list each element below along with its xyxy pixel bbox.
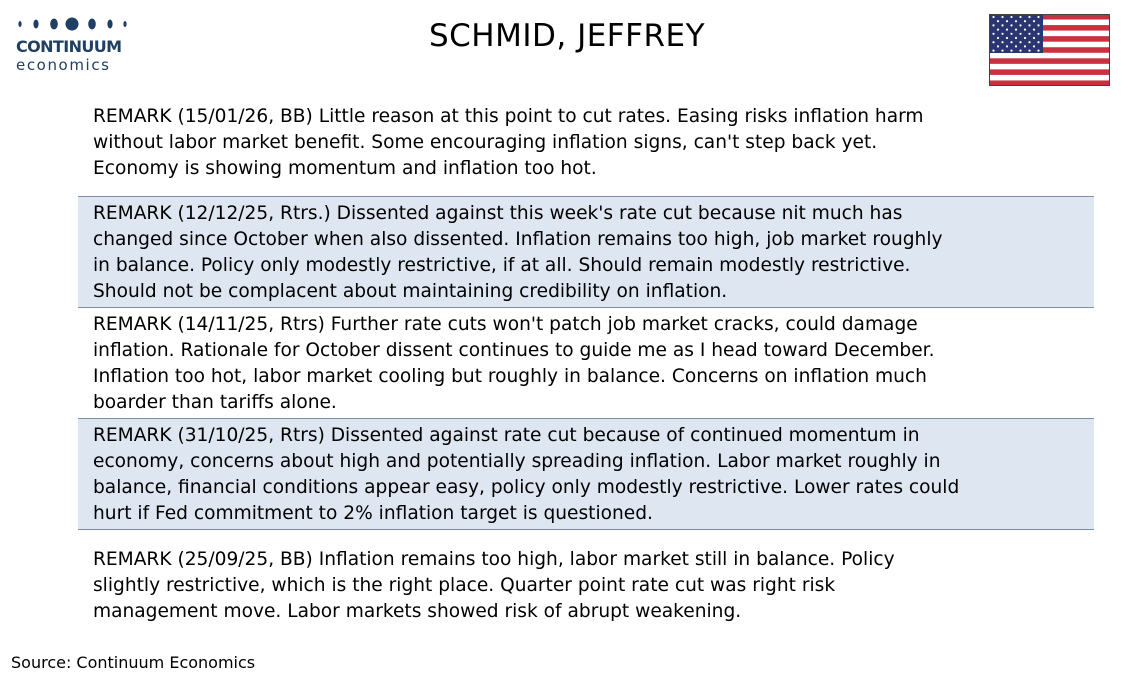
remark-line: Inflation too hot, labor market cooling but roughly in balance. Concerns on inflation much (93, 366, 927, 387)
remark-item (78, 197, 1094, 308)
us-flag-icon (989, 14, 1110, 86)
remark-line: boarder than tariffs alone. (93, 392, 337, 413)
remark-line: balance, financial conditions appear easy, policy only modestly restrictive. Lower rates could (93, 477, 960, 498)
remark-line: hurt if Fed commitment to 2% inflation target is questioned. (93, 503, 653, 524)
remark-item (78, 530, 1094, 626)
remark-item (78, 97, 1094, 197)
source-note: Source: Continuum Economics (11, 653, 256, 672)
remark-line: management move. Labor markets showed risk of abrupt weakening. (93, 601, 742, 622)
remarks-list (78, 97, 1094, 626)
remark-line: without labor market benefit. Some encouraging inflation signs, can't step back yet. (93, 132, 878, 153)
remark-line: REMARK (12/12/25, Rtrs.) Dissented against this week's rate cut because nit much has (93, 203, 903, 224)
remark-item (78, 308, 1094, 419)
logo-subtitle: economics (16, 56, 111, 74)
remark-line: in balance. Policy only modestly restrictive, if at all. Should remain modestly restrictive. (93, 255, 911, 276)
remark-line: economy, concerns about high and potentially spreading inflation. Labor market roughly in (93, 451, 941, 472)
remark-item (78, 419, 1094, 530)
remark-line: slightly restrictive, which is the right place. Quarter point rate cut was right risk (93, 575, 836, 596)
page-title: SCHMID, JEFFREY (428, 18, 706, 54)
remark-line: REMARK (31/10/25, Rtrs) Dissented against rate cut because of continued momentum in (93, 425, 920, 446)
remark-line: REMARK (14/11/25, Rtrs) Further rate cuts won't patch job market cracks, could damage (93, 314, 918, 335)
remark-line: Economy is showing momentum and inflation too hot. (93, 158, 597, 179)
logo-wordmark: CONTINUUM (16, 37, 122, 56)
remark-line: Should not be complacent about maintaining credibility on inflation. (93, 281, 728, 302)
remark-line: changed since October when also dissented. Inflation remains too high, job market roughly (93, 229, 943, 250)
remark-line: REMARK (15/01/26, BB) Little reason at this point to cut rates. Easing risks inflation harm (93, 106, 924, 127)
remark-line: REMARK (25/09/25, BB) Inflation remains too high, labor market still in balance. Policy (93, 549, 895, 570)
remark-line: inflation. Rationale for October dissent continues to guide me as I head toward December. (93, 340, 935, 361)
